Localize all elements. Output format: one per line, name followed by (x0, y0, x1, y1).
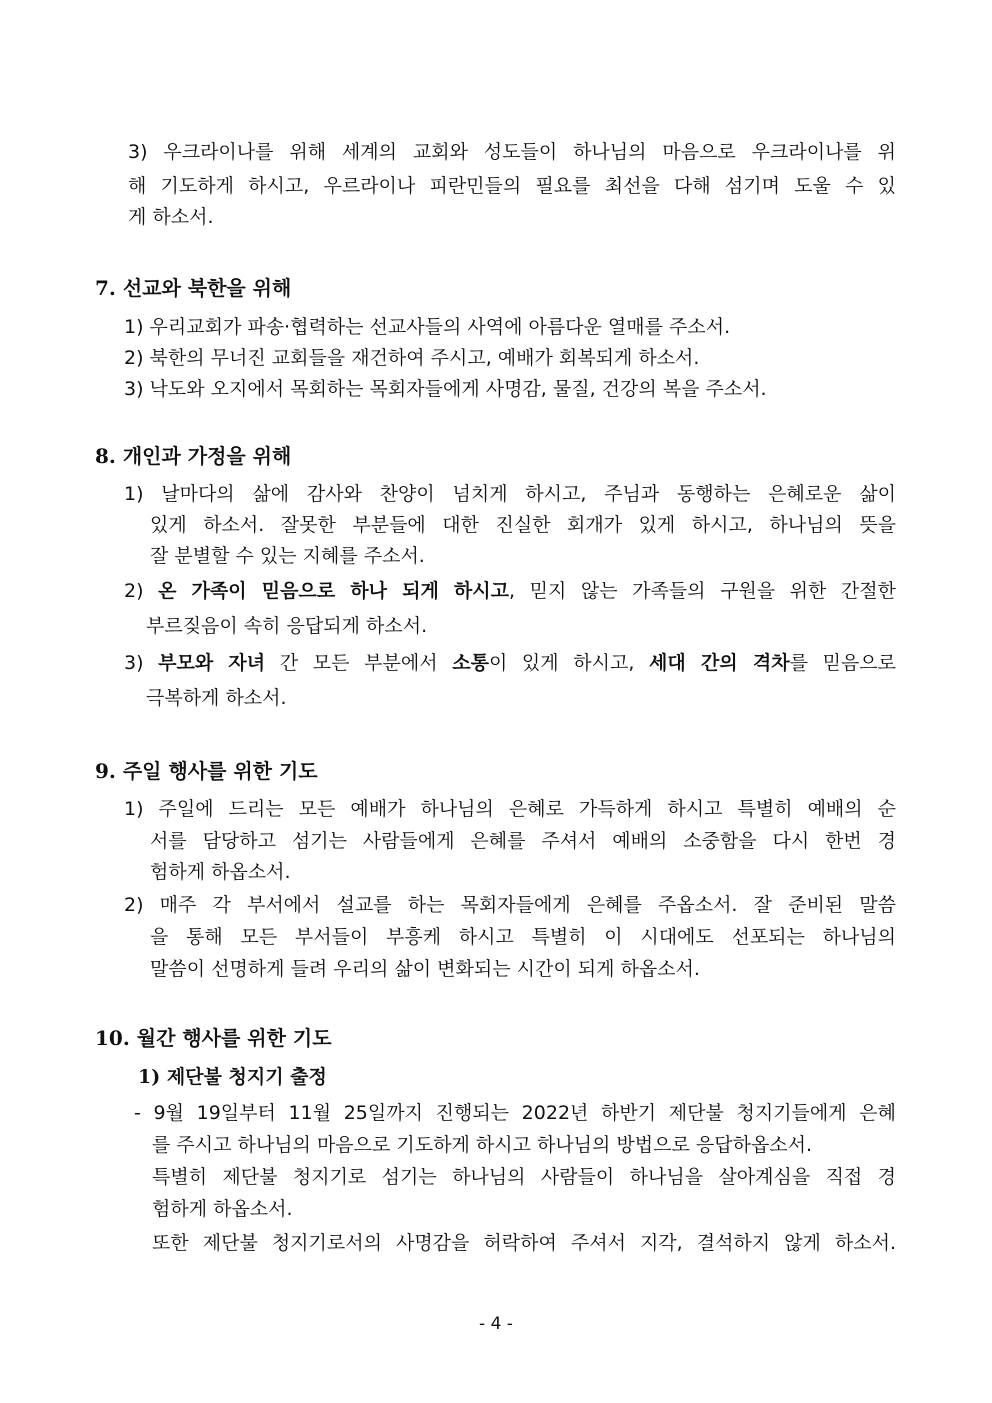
section9-item1-line-3: 험하게 하옵소서. (150, 861, 291, 883)
section7-item-1: 1) 우리교회가 파송·협력하는 선교사들의 사역에 아름다운 열매를 주소서. (124, 316, 731, 338)
section7-title: 7. 선교와 북한을 위해 (95, 276, 292, 300)
section8-item1-line-2: 있게 하소서. 잘못한 부분들에 대한 진실한 회개가 있게 하시고, 하나님의 뜻을 (150, 514, 896, 536)
section8-item3-line-2: 극복하게 하소서. (146, 687, 287, 709)
section9-item1-line-1: 1) 주일에 드리는 모든 예배가 하나님의 은혜로 가득하게 하시고 특별히 예배의 순 (124, 798, 896, 820)
item-text: 를 믿음으로 (789, 652, 897, 674)
section10-line-2: 를 주시고 하나님의 마음으로 기도하게 하시고 하나님의 방법으로 응답하옵소서. (152, 1134, 813, 1156)
section8-item1-line-3: 잘 분별할 수 있는 지혜를 주소서. (150, 545, 425, 567)
emphasis-text: 소통 (452, 652, 489, 674)
intro-line-3: 게 하소서. (128, 206, 214, 228)
item-text: , 믿지 않는 가족들의 구원을 위한 간절한 (509, 580, 896, 602)
section8-item2-line-1 (124, 575, 896, 607)
section9-item2-line-1: 2) 매주 각 부서에서 설교를 하는 목회자들에게 은혜를 주옵소서. 잘 준비된 말씀 (124, 894, 896, 916)
section10-line-4: 험하게 하옵소서. (152, 1198, 293, 1220)
emphasis-text: 세대 간의 격차 (649, 652, 790, 674)
emphasis-text: 온 가족이 믿음으로 하나 되게 하시고 (158, 580, 509, 602)
section10-line-3: 특별히 제단불 청지기로 섬기는 하나님의 사람들이 하나님을 살아계심을 직접 경 (152, 1166, 896, 1188)
section8-title: 8. 개인과 가정을 위해 (95, 444, 292, 468)
item-number: 3) (124, 652, 159, 674)
section9-title: 9. 주일 행사를 위한 기도 (95, 759, 318, 783)
intro-line-1: 3) 우크라이나를 위해 세계의 교회와 성도들이 하나님의 마음으로 우크라이나를 위 (128, 141, 896, 163)
section10-title: 10. 월간 행사를 위한 기도 (95, 1026, 332, 1050)
emphasis-text: 부모와 자녀 (158, 652, 266, 674)
section9-item2-line-3: 말씀이 선명하게 들려 우리의 삶이 변화되는 시간이 되게 하옵소서. (150, 958, 700, 980)
item-number: 2) (124, 580, 159, 602)
section7-item-2: 2) 북한의 무너진 교회들을 재건하여 주시고, 예배가 회복되게 하소서. (124, 347, 700, 369)
section8-item1-line-1: 1) 날마다의 삶에 감사와 찬양이 넘치게 하시고, 주님과 동행하는 은혜로운 삶이 (124, 483, 896, 505)
section7-item-3: 3) 낙도와 오지에서 목회하는 목회자들에게 사명감, 물질, 건강의 복을 주소서. (124, 378, 767, 400)
page-number: - 4 - (479, 1314, 513, 1334)
intro-line-2: 해 기도하게 하시고, 우르라이나 피란민들의 필요를 최선을 다해 섬기며 도울 수 있 (128, 175, 896, 197)
section10-line-1: - 9월 19일부터 11월 25일까지 진행되는 2022년 하반기 제단불 청지기들에게 은혜 (134, 1102, 896, 1124)
section9-item2-line-2: 을 통해 모든 부서들이 부흥케 하시고 특별히 이 시대에도 선포되는 하나님의 (150, 926, 896, 948)
section10-line-5: 또한 제단불 청지기로서의 사명감을 허락하여 주셔서 지각, 결석하지 않게 하소서. (152, 1232, 896, 1254)
section10-subtitle: 1) 제단불 청지기 출정 (138, 1066, 327, 1088)
section9-item1-line-2: 서를 담당하고 섬기는 사람들에게 은혜를 주셔서 예배의 소중함을 다시 한번 경 (150, 830, 896, 852)
item-text: 이 있게 하시고, (488, 652, 650, 674)
section8-item2-line-2: 부르짖음이 속히 응답되게 하소서. (146, 615, 428, 637)
section8-item3-line-1 (124, 647, 896, 679)
item-text: 간 모든 부분에서 (265, 652, 453, 674)
